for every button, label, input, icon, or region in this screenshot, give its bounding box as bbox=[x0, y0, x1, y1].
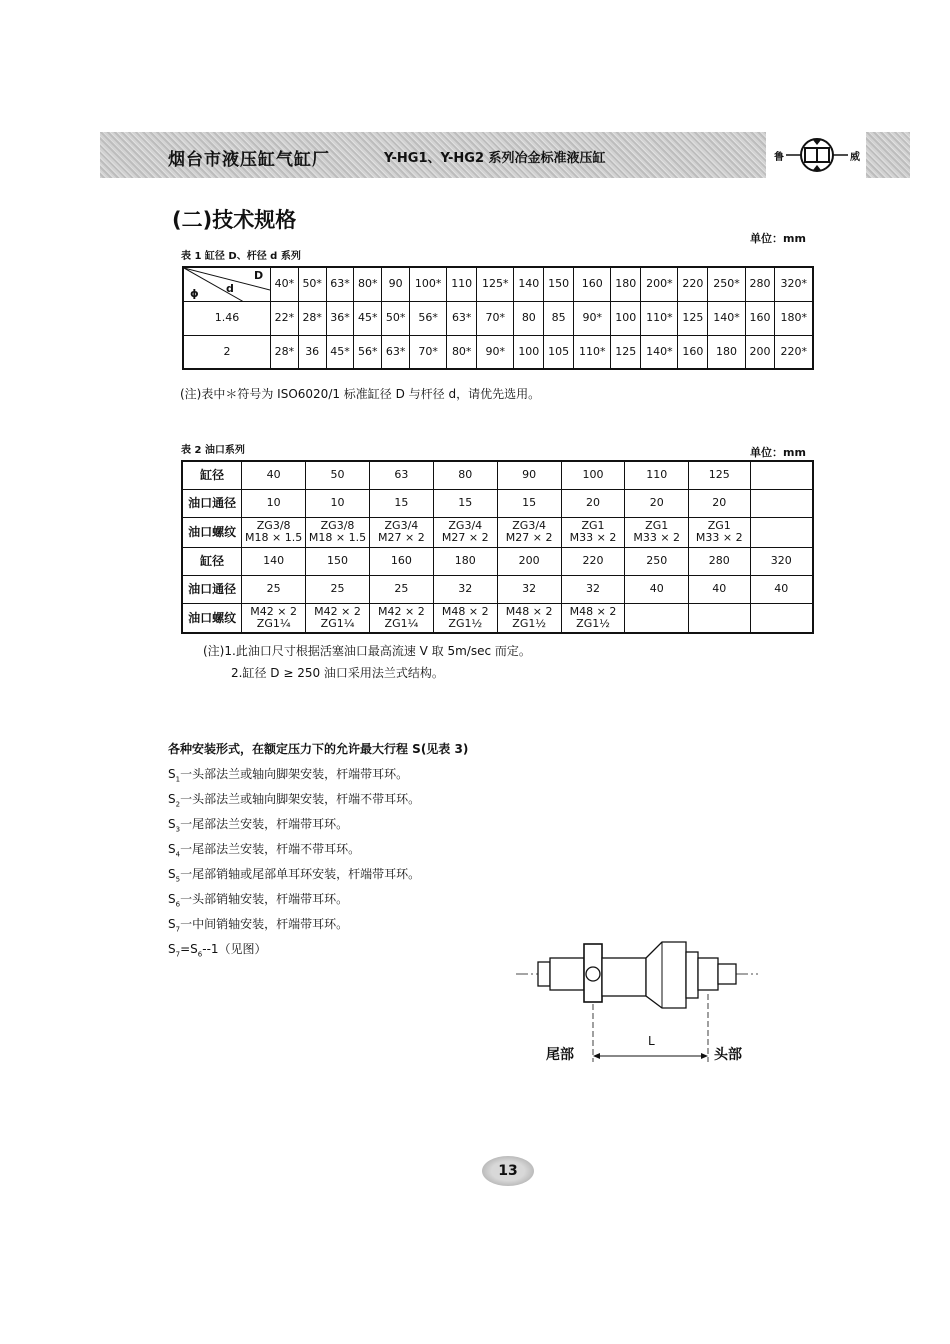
table-cell: 10 bbox=[306, 489, 370, 517]
cell-line: ZG3/4 bbox=[448, 519, 483, 532]
formula-sub-b: 6 bbox=[197, 950, 203, 959]
table-cell: 250 bbox=[625, 547, 688, 575]
table-cell: 140* bbox=[641, 335, 678, 369]
table-cell: 125 bbox=[688, 461, 750, 489]
cell-line: M33 × 2 bbox=[695, 531, 743, 544]
table-row bbox=[182, 603, 813, 633]
table-row bbox=[182, 517, 813, 547]
table-cell: 280 bbox=[745, 267, 775, 301]
table-cell: 63* bbox=[447, 301, 477, 335]
cell-line: ZG1½ bbox=[576, 616, 610, 630]
table1-unit: 单位：mm bbox=[750, 232, 806, 245]
cell-line: ZG1 bbox=[581, 519, 605, 532]
table-cell: 80 bbox=[514, 301, 544, 335]
cell-line: ZG1¼ bbox=[384, 616, 419, 630]
table-cell bbox=[433, 517, 497, 547]
table-cell: 25 bbox=[242, 575, 306, 603]
table-cell: 125 bbox=[678, 301, 708, 335]
cell-line: M33 × 2 bbox=[633, 531, 681, 544]
section-title: (二)技术规格 bbox=[172, 208, 297, 232]
table-row bbox=[182, 489, 813, 517]
table2-note-2: 2.缸径 D ≥ 250 油口采用法兰式结构。 bbox=[231, 666, 444, 680]
table-cell: 80* bbox=[447, 335, 477, 369]
table2-note-1: (注)1.此油口尺寸根据活塞油口最高流速 V 取 5m/sec 而定。 bbox=[203, 644, 531, 658]
table-cell: 40 bbox=[750, 575, 813, 603]
table-cell: 200* bbox=[641, 267, 678, 301]
cell-line: ZG1½ bbox=[448, 616, 483, 630]
table-cell bbox=[369, 603, 433, 633]
table-cell: 80* bbox=[354, 267, 382, 301]
table-cell: 32 bbox=[433, 575, 497, 603]
corner-label-D: D bbox=[254, 269, 264, 282]
cell-line: ZG1 bbox=[645, 519, 669, 532]
mounting-subscript: 5 bbox=[175, 875, 181, 884]
cell-line: ZG1 bbox=[707, 519, 731, 532]
cell-line: M48 × 2 bbox=[505, 604, 553, 618]
cell-line: ZG1¼ bbox=[320, 616, 355, 630]
table-cell: 63 bbox=[369, 461, 433, 489]
table-cell: 110 bbox=[625, 461, 688, 489]
table-cell: 180 bbox=[433, 547, 497, 575]
table-cell bbox=[750, 461, 813, 489]
cell-line: M18 × 1.5 bbox=[245, 531, 303, 544]
table-cell: 10 bbox=[242, 489, 306, 517]
formula-eq: =S bbox=[180, 942, 198, 956]
row-label: 1.46 bbox=[183, 301, 271, 335]
table-cell: 110 bbox=[447, 267, 477, 301]
table-cell: 100 bbox=[514, 335, 544, 369]
table-cell: 90 bbox=[497, 461, 561, 489]
cell-line: ZG3/8 bbox=[256, 519, 291, 532]
table-cell: 200 bbox=[497, 547, 561, 575]
corner-label-d: d bbox=[226, 282, 234, 295]
table-cell bbox=[750, 517, 813, 547]
cell-line: M33 × 2 bbox=[569, 531, 617, 544]
table-cell bbox=[306, 517, 370, 547]
table-cell: 90* bbox=[477, 335, 514, 369]
table-row bbox=[182, 461, 813, 489]
mounting-item bbox=[168, 765, 468, 790]
cell-line: ZG3/8 bbox=[320, 519, 355, 532]
table-cell: 40 bbox=[625, 575, 688, 603]
mounting-item bbox=[168, 815, 468, 840]
mounting-item bbox=[168, 890, 468, 915]
table-header-row bbox=[183, 267, 813, 301]
mounting-symbol: S bbox=[168, 842, 176, 856]
mounting-subscript: 7 bbox=[175, 925, 181, 934]
mounting-symbol: S bbox=[168, 867, 176, 881]
table-cell: 22* bbox=[271, 301, 299, 335]
corner-label-phi: ϕ bbox=[190, 287, 199, 300]
table-cell: 100* bbox=[409, 267, 446, 301]
mounting-text: 一尾部法兰安装，杆端带耳环。 bbox=[180, 817, 349, 831]
table-cell: 320 bbox=[750, 547, 813, 575]
table-cell bbox=[242, 517, 306, 547]
cell-line: M18 × 1.5 bbox=[308, 531, 367, 544]
table-cell: 150 bbox=[544, 267, 574, 301]
cell-line: ZG1½ bbox=[512, 616, 547, 630]
mounting-text: 一头部销轴安装，杆端带耳环。 bbox=[180, 892, 349, 906]
oil-port-table bbox=[181, 460, 814, 634]
table-cell: 70* bbox=[477, 301, 514, 335]
table-cell: 220 bbox=[678, 267, 708, 301]
table-cell: 36* bbox=[326, 301, 354, 335]
table-cell: 25 bbox=[306, 575, 370, 603]
cell-line: M42 × 2 bbox=[314, 604, 361, 618]
row-label: 2 bbox=[183, 335, 271, 369]
table-cell: 20 bbox=[688, 489, 750, 517]
cell-line: M48 × 2 bbox=[569, 604, 617, 618]
table2-unit: 单位：mm bbox=[750, 446, 806, 459]
table-cell: 110* bbox=[641, 301, 678, 335]
mounting-item bbox=[168, 915, 468, 940]
table-cell bbox=[497, 517, 561, 547]
table-cell: 50* bbox=[382, 301, 410, 335]
row-label: 油口螺纹 bbox=[182, 603, 242, 633]
formula-sub-a: 7 bbox=[175, 950, 181, 959]
table-cell bbox=[561, 517, 625, 547]
company-name: 烟台市液压缸气缸厂 bbox=[168, 150, 330, 170]
mounting-subscript: 6 bbox=[175, 900, 181, 909]
table-cell: 20 bbox=[561, 489, 625, 517]
table-row bbox=[182, 575, 813, 603]
mounting-symbol: S bbox=[168, 817, 176, 831]
table-cell: 20 bbox=[625, 489, 688, 517]
head-label: 头部 bbox=[714, 1047, 742, 1063]
table-cell: 180 bbox=[708, 335, 745, 369]
table-cell: 40* bbox=[271, 267, 299, 301]
table-cell: 85 bbox=[544, 301, 574, 335]
formula-s: S bbox=[168, 942, 176, 956]
company-logo bbox=[772, 133, 862, 177]
mounting-text: 一中间销轴安装，杆端带耳环。 bbox=[180, 917, 349, 931]
mounting-symbol: S bbox=[168, 917, 176, 931]
series-title: Y-HG1、Y-HG2 系列冶金标准液压缸 bbox=[384, 151, 606, 166]
page-number: 13 bbox=[482, 1156, 534, 1186]
table-cell: 45* bbox=[354, 301, 382, 335]
table-cell bbox=[750, 489, 813, 517]
table-cell: 100 bbox=[561, 461, 625, 489]
table-cell: 280 bbox=[688, 547, 750, 575]
table-cell: 32 bbox=[497, 575, 561, 603]
mounting-item bbox=[168, 790, 468, 815]
table-cell: 140 bbox=[514, 267, 544, 301]
table-cell bbox=[433, 603, 497, 633]
table-cell: 56* bbox=[409, 301, 446, 335]
table-cell: 220* bbox=[775, 335, 813, 369]
table-cell: 160 bbox=[745, 301, 775, 335]
table-cell bbox=[625, 603, 688, 633]
table-cell: 63* bbox=[326, 267, 354, 301]
table-cell: 15 bbox=[369, 489, 433, 517]
logo-right-text: 威 bbox=[850, 152, 860, 163]
cell-line: M27 × 2 bbox=[505, 531, 553, 544]
table-cell bbox=[306, 603, 370, 633]
table-cell: 100 bbox=[611, 301, 641, 335]
mounting-subscript: 3 bbox=[175, 825, 181, 834]
table-cell: 220 bbox=[561, 547, 625, 575]
header-band-right bbox=[866, 132, 910, 178]
table-cell bbox=[561, 603, 625, 633]
table-cell: 140 bbox=[242, 547, 306, 575]
mounting-intro: 各种安装形式，在额定压力下的允许最大行程 S(见表 3) bbox=[168, 742, 469, 756]
mounting-symbol: S bbox=[168, 767, 176, 781]
mounting-subscript: 2 bbox=[175, 800, 181, 809]
row-label: 油口通径 bbox=[182, 575, 242, 603]
table-cell: 80 bbox=[433, 461, 497, 489]
mounting-text: 一尾部销轴或尾部单耳环安装，杆端带耳环。 bbox=[180, 867, 421, 881]
table-cell: 36 bbox=[298, 335, 326, 369]
table-cell bbox=[625, 517, 688, 547]
table-cell: 32 bbox=[561, 575, 625, 603]
table-cell: 90 bbox=[382, 267, 410, 301]
row-label: 缸径 bbox=[182, 547, 242, 575]
table-cell: 15 bbox=[497, 489, 561, 517]
mounting-symbol: S bbox=[168, 792, 176, 806]
table-cell bbox=[242, 603, 306, 633]
mounting-text: 一头部法兰或轴向脚架安装，杆端不带耳环。 bbox=[180, 792, 421, 806]
table-cell: 25 bbox=[369, 575, 433, 603]
table-cell bbox=[688, 517, 750, 547]
table-cell: 28* bbox=[298, 301, 326, 335]
mounting-subscript: 4 bbox=[175, 850, 181, 859]
cylinder-logo-icon bbox=[772, 133, 862, 177]
table-row bbox=[183, 301, 813, 335]
table-cell: 160 bbox=[369, 547, 433, 575]
row-label: 油口螺纹 bbox=[182, 517, 242, 547]
cylinder-drawing bbox=[512, 938, 762, 1068]
cell-line: ZG1¼ bbox=[256, 616, 291, 630]
mounting-list bbox=[168, 740, 468, 965]
formula-rest: --1（见图） bbox=[202, 942, 267, 956]
table-cell: 70* bbox=[409, 335, 446, 369]
table-cell: 15 bbox=[433, 489, 497, 517]
table-cell: 40 bbox=[688, 575, 750, 603]
table-cell: 160 bbox=[678, 335, 708, 369]
table-row bbox=[182, 547, 813, 575]
cell-line: M27 × 2 bbox=[441, 531, 489, 544]
cell-line: M48 × 2 bbox=[441, 604, 489, 618]
length-label: L bbox=[648, 1034, 655, 1048]
tail-label: 尾部 bbox=[546, 1047, 574, 1063]
table-cell bbox=[688, 603, 750, 633]
table-cell: 180 bbox=[611, 267, 641, 301]
table-cell: 105 bbox=[544, 335, 574, 369]
table-cell bbox=[750, 603, 813, 633]
table-cell: 28* bbox=[271, 335, 299, 369]
table-cell: 50* bbox=[298, 267, 326, 301]
mounting-text: 一头部法兰或轴向脚架安装，杆端带耳环。 bbox=[180, 767, 409, 781]
table-cell: 125* bbox=[477, 267, 514, 301]
table-cell: 140* bbox=[708, 301, 745, 335]
table-cell: 320* bbox=[775, 267, 813, 301]
mounting-item bbox=[168, 865, 468, 890]
cell-line: ZG3/4 bbox=[512, 519, 547, 532]
table-cell: 90* bbox=[574, 301, 611, 335]
table-cell: 150 bbox=[306, 547, 370, 575]
mounting-subscript: 1 bbox=[175, 775, 181, 784]
cell-line: M27 × 2 bbox=[378, 531, 425, 544]
mounting-text: 一尾部法兰安装，杆端不带耳环。 bbox=[180, 842, 361, 856]
table-cell: 56* bbox=[354, 335, 382, 369]
table-cell bbox=[369, 517, 433, 547]
table-cell: 45* bbox=[326, 335, 354, 369]
table1-caption: 表 1 缸径 D、杆径 d 系列 bbox=[181, 251, 301, 262]
table-cell: 40 bbox=[242, 461, 306, 489]
table-cell: 250* bbox=[708, 267, 745, 301]
diagonal-header-cell bbox=[183, 267, 271, 301]
table-cell bbox=[497, 603, 561, 633]
table-cell: 125 bbox=[611, 335, 641, 369]
table-cell: 180* bbox=[775, 301, 813, 335]
table-cell: 160 bbox=[574, 267, 611, 301]
cell-line: M42 × 2 bbox=[378, 604, 425, 618]
cell-line: M42 × 2 bbox=[250, 604, 297, 618]
table1-note: (注)表中＊符号为 ISO6020/1 标准缸径 D 与杆径 d，请优先选用。 bbox=[180, 387, 541, 401]
mounting-symbol: S bbox=[168, 892, 176, 906]
table-cell: 63* bbox=[382, 335, 410, 369]
row-label: 缸径 bbox=[182, 461, 242, 489]
bore-rod-table bbox=[182, 266, 814, 370]
cell-line: ZG3/4 bbox=[384, 519, 419, 532]
table2-caption: 表 2 油口系列 bbox=[181, 445, 245, 456]
row-label: 油口通径 bbox=[182, 489, 242, 517]
table-row bbox=[183, 335, 813, 369]
mounting-formula bbox=[168, 940, 468, 965]
logo-left-text: 鲁 bbox=[774, 152, 784, 163]
mounting-item bbox=[168, 840, 468, 865]
table-cell: 110* bbox=[574, 335, 611, 369]
table-cell: 200 bbox=[745, 335, 775, 369]
table-cell: 50 bbox=[306, 461, 370, 489]
